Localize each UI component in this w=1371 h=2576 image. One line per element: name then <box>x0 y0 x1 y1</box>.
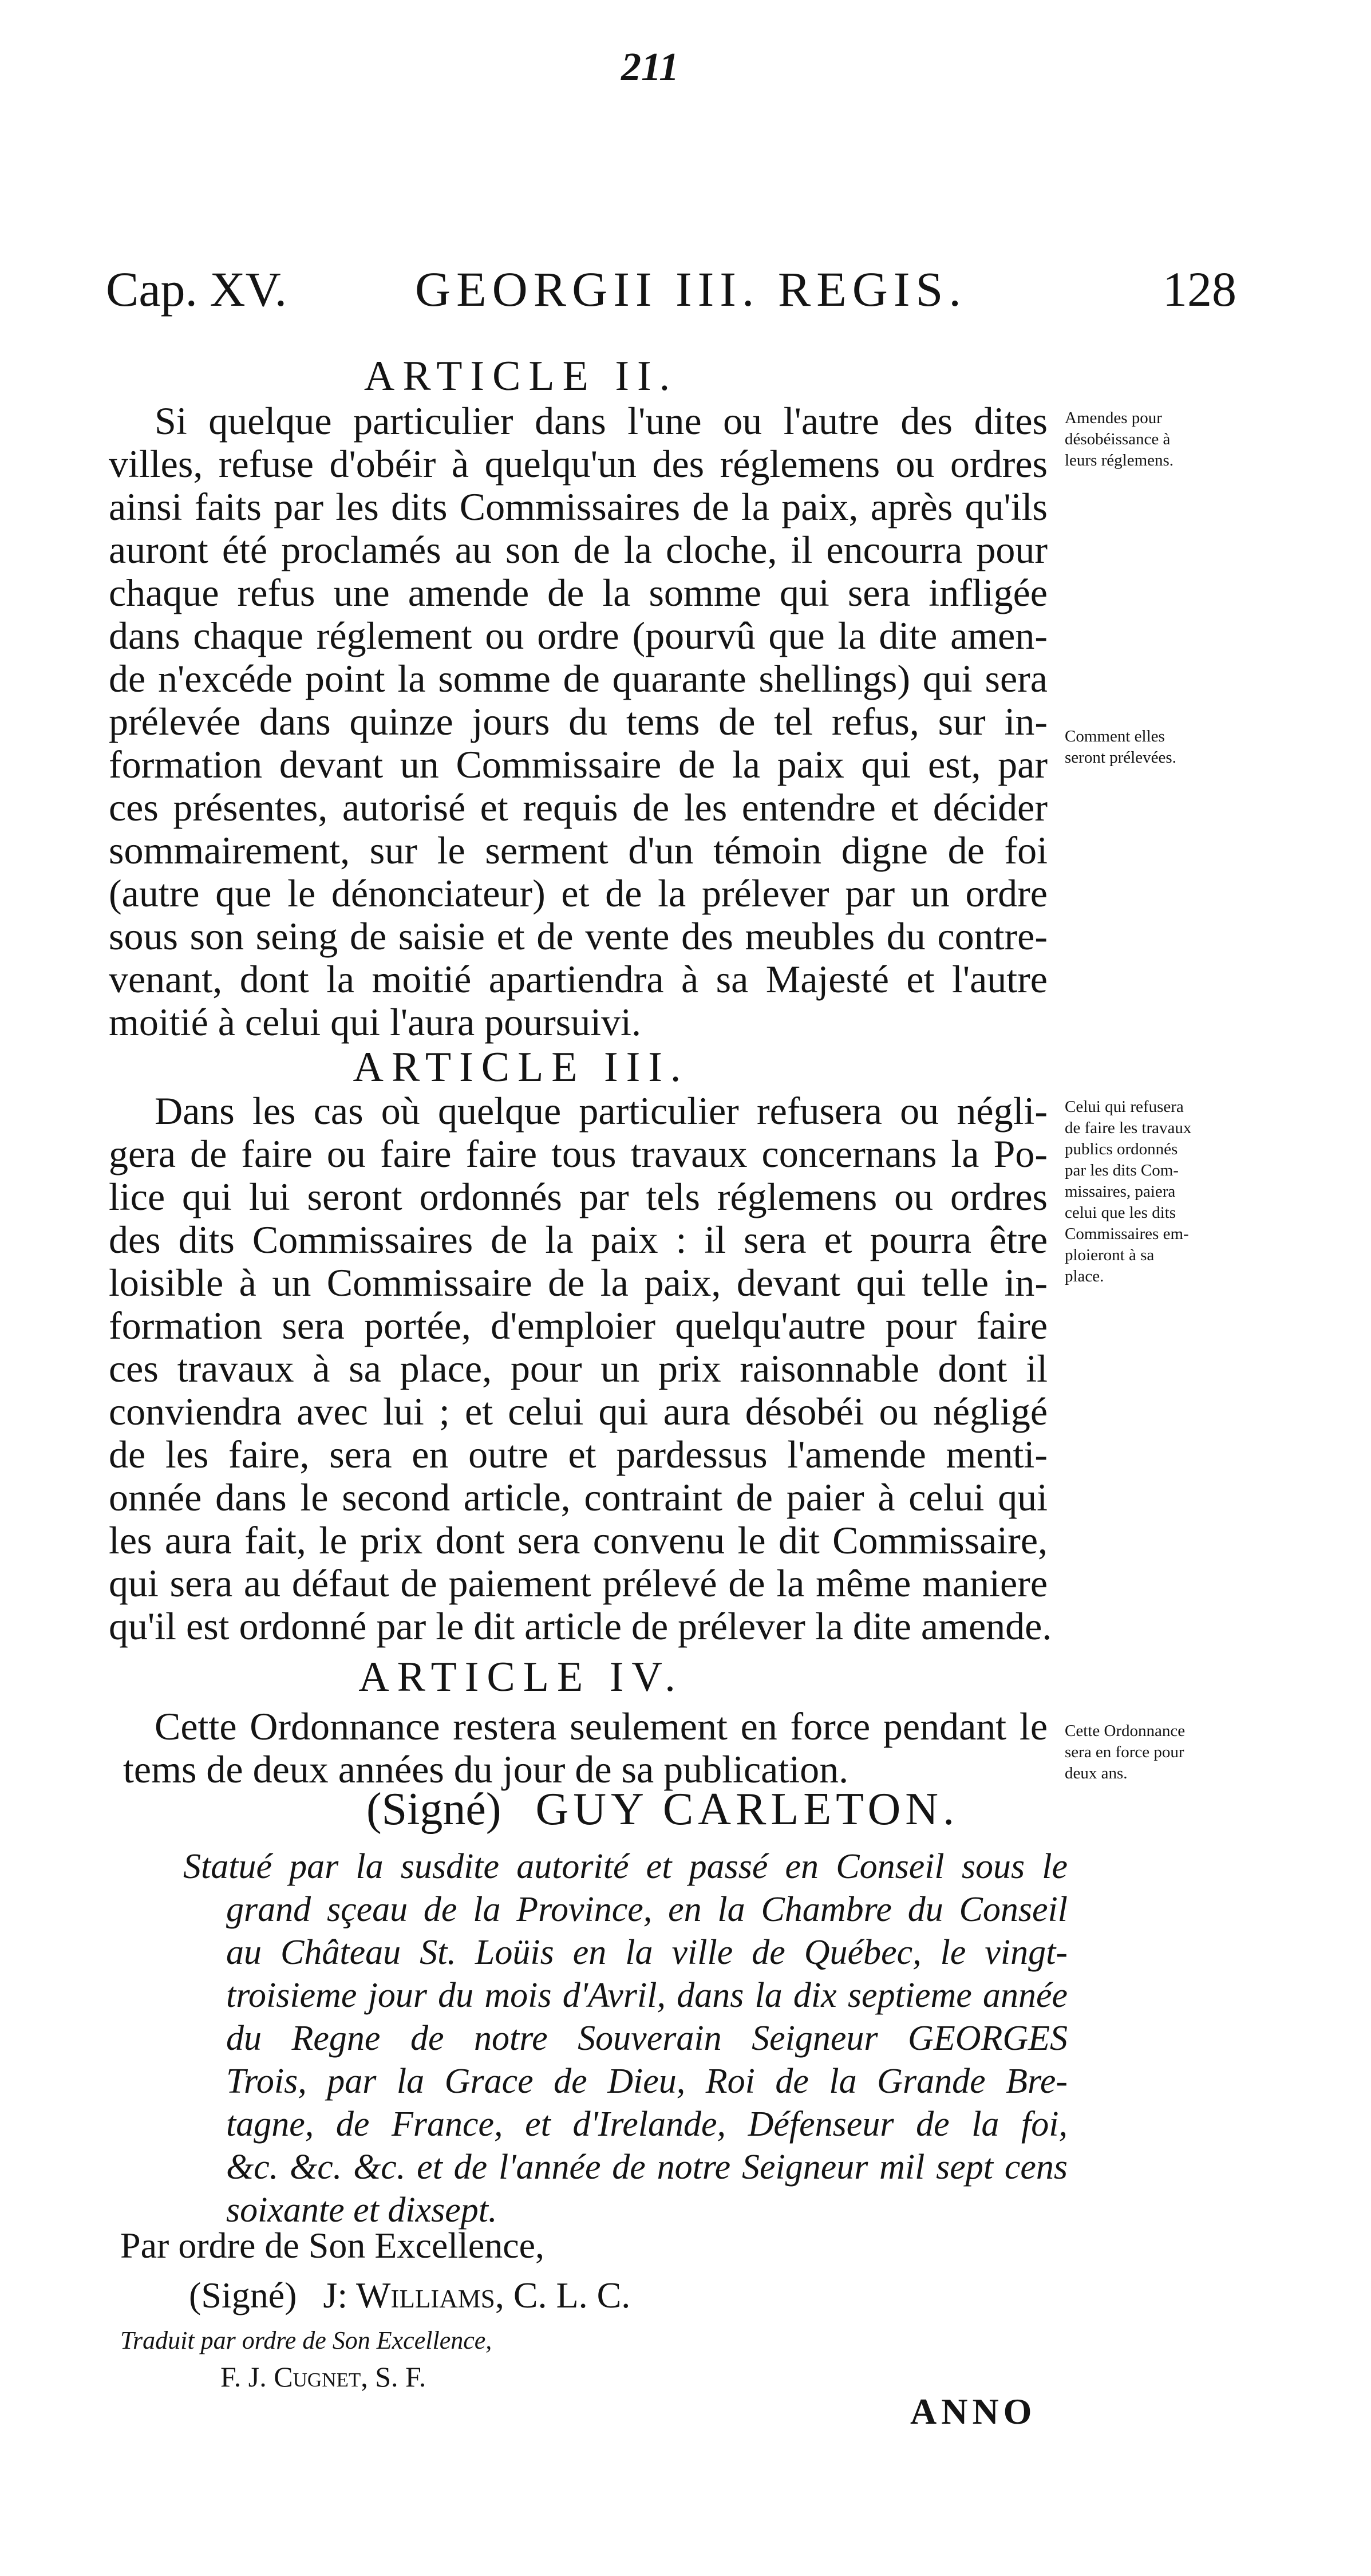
article-3-line: gera de faire ou faire faire tous travaux concernans la Po- <box>109 1132 1048 1175</box>
margin-note-ordonnance <box>1065 1721 1254 1784</box>
margin-note-line: par les dits Com- <box>1065 1161 1179 1179</box>
article-3-line: les aura fait, le prix dont sera convenu le dit Commissaire, <box>109 1518 1048 1562</box>
catchword: ANNO <box>910 2391 1037 2432</box>
article-4-line: tems de deux années du jour de sa publication. <box>123 1747 849 1791</box>
statute-line: troisieme jour du mois d'Avril, dans la dix septieme année <box>226 1976 1068 2015</box>
article-3-line: formation sera portée, d'emploier quelqu'autre pour faire <box>109 1304 1048 1347</box>
article-3-line: de les faire, sera en outre et pardessus l'amende menti- <box>109 1433 1048 1476</box>
margin-note-line: Comment elles <box>1065 727 1165 745</box>
signed-label: (Signé) <box>189 2275 297 2315</box>
margin-note-line: place. <box>1065 1267 1104 1285</box>
margin-note-line: leurs réglemens. <box>1065 451 1174 470</box>
article-2-line: prélevée dans quinze jours du tems de tel refus, sur in- <box>109 700 1048 743</box>
running-head <box>106 261 1236 324</box>
margin-note-line: ploieront à sa <box>1065 1246 1155 1264</box>
article-3-line: onnée dans le second article, contraint de paier à celui qui <box>109 1476 1048 1519</box>
page-number: 211 <box>621 45 679 89</box>
margin-note-line: désobéissance à <box>1065 430 1171 448</box>
article-3-line: qu'il est ordonné par le dit article de prélever la dite amende. <box>109 1604 1052 1648</box>
article-3-line: des dits Commissaires de la paix : il sera et pourra être <box>109 1218 1048 1261</box>
article-3-heading: ARTICLE III. <box>353 1044 689 1091</box>
statute-line: Trois, par la Grace de Dieu, Roi de la Grande Bre- <box>226 2062 1068 2101</box>
margin-note-line: deux ans. <box>1065 1764 1128 1782</box>
margin-note-amendes <box>1065 408 1254 471</box>
article-2-heading: ARTICLE II. <box>364 353 678 400</box>
article-3-line: loisible à un Commissaire de la paix, devant qui telle in- <box>109 1261 1048 1304</box>
signatory-name: GUY CARLETON. <box>535 1784 959 1835</box>
article-2-line: (autre que le dénonciateur) et de la prélever par un ordre <box>109 871 1048 915</box>
article-2-line: auront été proclamés au son de la cloche, il encourra pour <box>109 528 1048 571</box>
translator-name: F. J. Cugnet, S. F. <box>220 2361 426 2393</box>
article-2-line: chaque refus une amende de la somme qui sera infligée <box>109 571 1048 614</box>
article-2-line: Si quelque particulier dans l'une ou l'autre des dites <box>155 399 1048 443</box>
article-3-line: qui sera au défaut de paiement prélevé de la même maniere <box>109 1561 1048 1605</box>
article-2-line: sommairement, sur le serment d'un témoin digne de foi <box>109 829 1048 872</box>
article-2-line: sous son seing de saisie et de vente des meubles du contre- <box>109 914 1048 958</box>
article-4-heading: ARTICLE IV. <box>358 1654 683 1701</box>
article-2-line: moitié à celui qui l'aura poursuivi. <box>109 1000 642 1044</box>
article-3-line: ces travaux à sa place, pour un prix raisonnable dont il <box>109 1347 1048 1390</box>
article-2-line: ces présentes, autorisé et requis de les entendre et décider <box>109 786 1048 829</box>
statute-line: Statué par la susdite autorité et passé en Conseil sous le <box>183 1847 1068 1886</box>
article-3-line: Dans les cas où quelque particulier refusera ou négli- <box>155 1089 1048 1133</box>
margin-note-line: de faire les travaux <box>1065 1119 1192 1137</box>
article-3-line: conviendra avec lui ; et celui qui aura désobéi ou négligé <box>109 1390 1048 1433</box>
margin-note-prelevees <box>1065 726 1254 768</box>
article-4-line: Cette Ordonnance restera seulement en force pendant le <box>155 1705 1048 1748</box>
margin-note-travaux <box>1065 1096 1254 1287</box>
margin-note-line: sera en force pour <box>1065 1743 1184 1761</box>
statute-line: grand sçeau de la Province, en la Chambre du Conseil <box>226 1890 1068 1929</box>
article-2-line: ainsi faits par les dits Commissaires de la paix, après qu'ils <box>109 485 1048 528</box>
statute-line: du Regne de notre Souverain Seigneur GEORGES <box>226 2019 1068 2058</box>
running-title: GEORGII III. REGIS. <box>415 262 967 317</box>
translated-line: Traduit par ordre de Son Excellence, <box>120 2326 492 2354</box>
williams-signature <box>189 2274 630 2317</box>
article-2-line: de n'excéde point la somme de quarante shellings) qui sera <box>109 657 1048 700</box>
statute-line: soixante et dixsept. <box>226 2191 497 2230</box>
article-3-line: lice qui lui seront ordonnés par tels réglemens ou ordres <box>109 1175 1048 1218</box>
margin-note-line: Commissaires em- <box>1065 1225 1189 1243</box>
statute-line: tagne, de France, et d'Irelande, Défenseur de la foi, <box>226 2105 1068 2144</box>
article-2-line: dans chaque réglement ou ordre (pourvû que la dite amen- <box>109 614 1048 657</box>
margin-note-line: missaires, paiera <box>1065 1182 1176 1201</box>
margin-note-line: publics ordonnés <box>1065 1140 1178 1158</box>
margin-note-line: Amendes pour <box>1065 409 1162 427</box>
margin-note-line: Cette Ordonnance <box>1065 1722 1186 1740</box>
williams-name: J: Williams, C. L. C. <box>323 2275 631 2315</box>
article-2-line: venant, dont la moitié apartiendra à sa Majesté et l'autre <box>109 957 1048 1001</box>
signed-label: (Signé) <box>366 1784 501 1835</box>
margin-note-line: celui que les dits <box>1065 1204 1176 1222</box>
statute-line: &c. &c. &c. et de l'année de notre Seigneur mil sept cens <box>226 2148 1068 2187</box>
signature-line <box>366 1784 959 1836</box>
chapter-label: Cap. XV. <box>106 262 287 317</box>
folio-number: 128 <box>1163 262 1236 317</box>
statute-line: au Château St. Loüis en la ville de Québec, le vingt- <box>226 1933 1068 1972</box>
order-line: Par ordre de Son Excellence, <box>120 2225 545 2266</box>
margin-note-line: Celui qui refusera <box>1065 1098 1184 1116</box>
article-2-line: formation devant un Commissaire de la paix qui est, par <box>109 743 1048 786</box>
margin-note-line: seront prélevées. <box>1065 748 1176 767</box>
article-2-line: villes, refuse d'obéir à quelqu'un des réglemens ou ordres <box>109 442 1048 486</box>
